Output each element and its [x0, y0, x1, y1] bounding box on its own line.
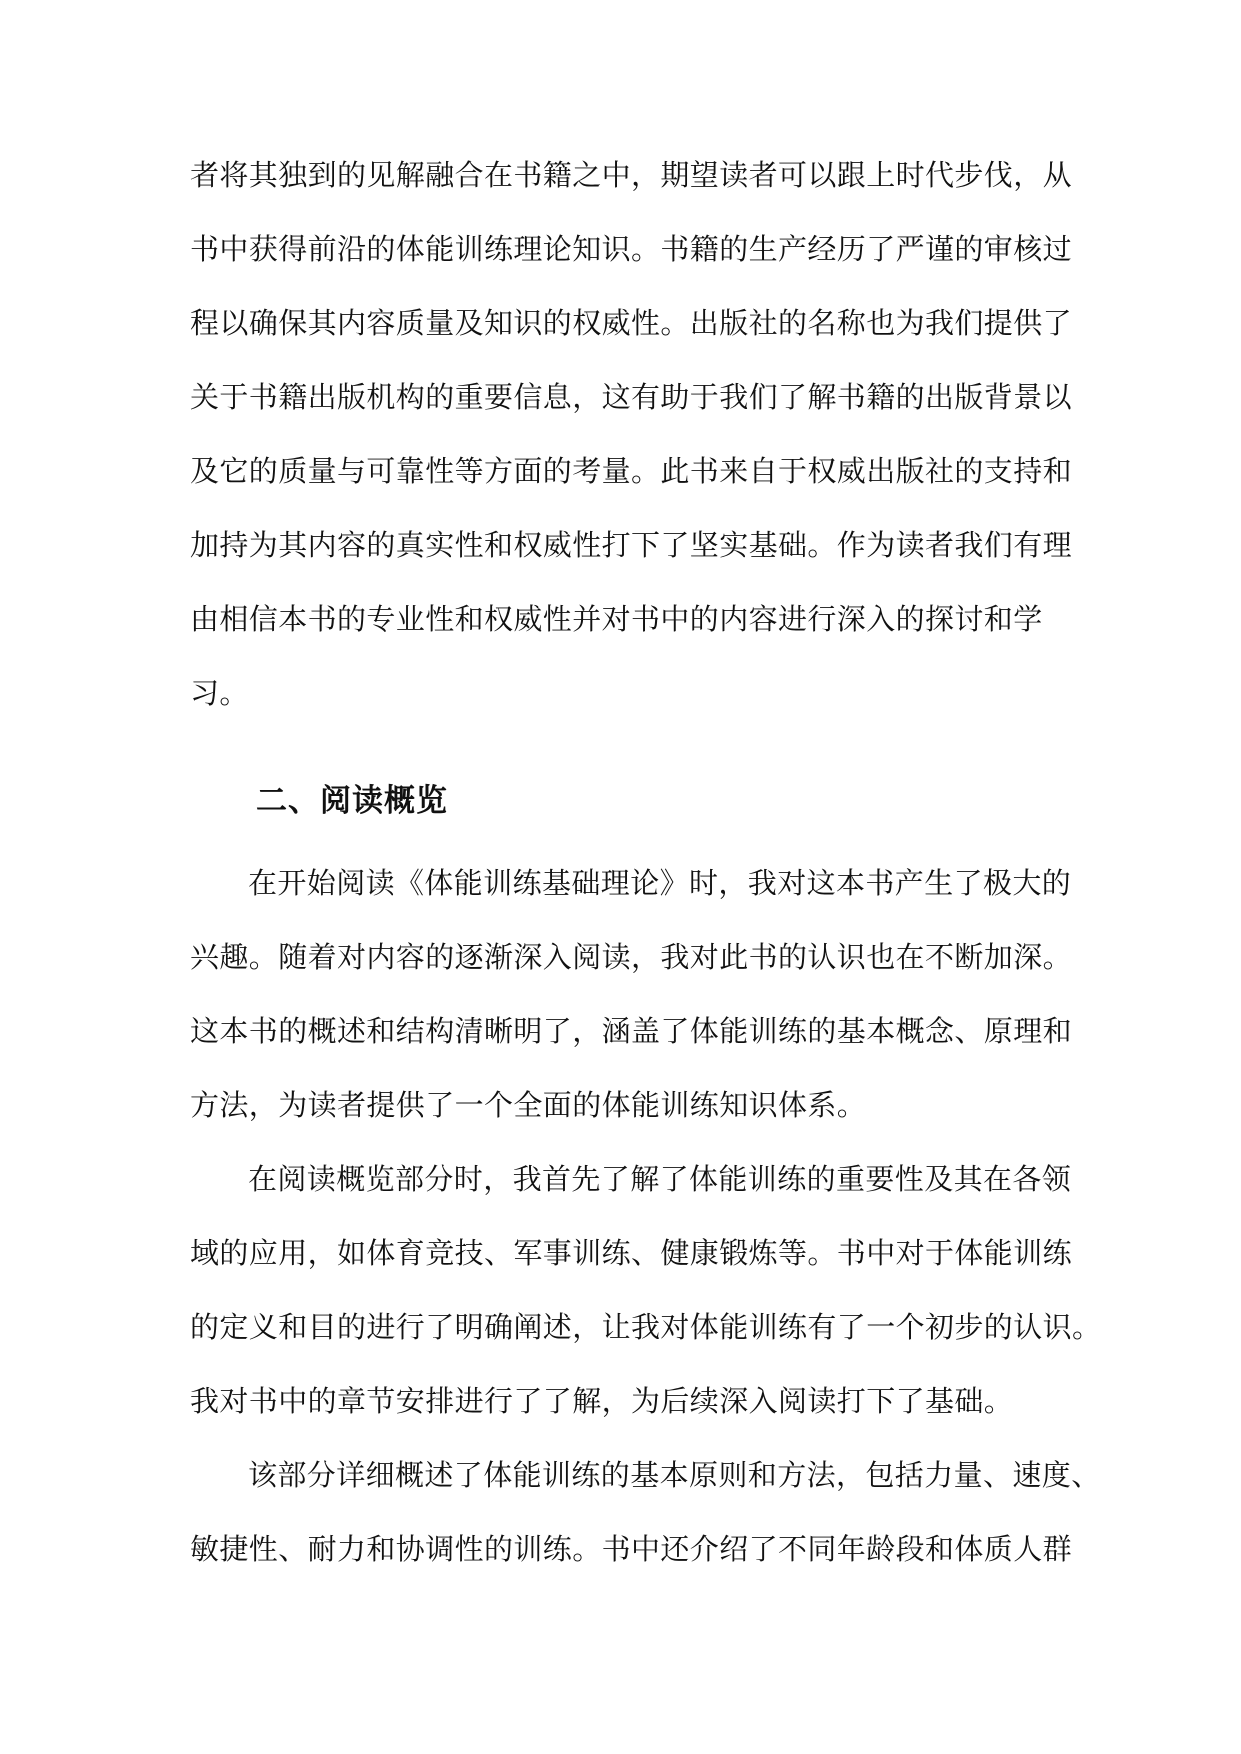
text-line: 者将其独到的见解融合在书籍之中，期望读者可以跟上时代步伐，从	[190, 158, 1073, 192]
text-line: 我对书中的章节安排进行了了解，为后续深入阅读打下了基础。	[190, 1384, 1014, 1418]
text-line: 书中获得前沿的体能训练理论知识。书籍的生产经历了严谨的审核过	[190, 232, 1073, 266]
text-line: 加持为其内容的真实性和权威性打下了坚实基础。作为读者我们有理	[190, 528, 1073, 562]
reading-overview-section	[190, 846, 1102, 1586]
text-line: 在开始阅读《体能训练基础理论》时，我对这本书产生了极大的	[248, 866, 1072, 900]
section-heading: 二、阅读概览	[256, 783, 448, 819]
text-line: 兴趣。随着对内容的逐渐深入阅读，我对此书的认识也在不断加深。	[190, 940, 1073, 974]
text-line: 的定义和目的进行了明确阐述，让我对体能训练有了一个初步的认识。	[190, 1310, 1102, 1344]
text-line: 方法，为读者提供了一个全面的体能训练知识体系。	[190, 1088, 867, 1122]
text-line: 这本书的概述和结构清晰明了，涵盖了体能训练的基本概念、原理和	[190, 1014, 1073, 1048]
text-line: 及它的质量与可靠性等方面的考量。此书来自于权威出版社的支持和	[190, 454, 1073, 488]
paragraph	[190, 846, 1073, 1142]
paragraph	[190, 1438, 1101, 1586]
text-line: 该部分详细概述了体能训练的基本原则和方法，包括力量、速度、	[248, 1458, 1101, 1492]
text-line: 在阅读概览部分时，我首先了解了体能训练的重要性及其在各领	[248, 1162, 1072, 1196]
text-line: 由相信本书的专业性和权威性并对书中的内容进行深入的探讨和学	[190, 602, 1043, 636]
text-line: 习。	[190, 676, 249, 710]
text-line: 域的应用，如体育竞技、军事训练、健康锻炼等。书中对于体能训练	[190, 1236, 1073, 1270]
paragraph-continued	[190, 138, 1073, 730]
text-line: 关于书籍出版机构的重要信息，这有助于我们了解书籍的出版背景以	[190, 380, 1073, 414]
paragraph	[190, 1142, 1102, 1438]
text-line: 敏捷性、耐力和协调性的训练。书中还介绍了不同年龄段和体质人群	[190, 1532, 1073, 1566]
text-line: 程以确保其内容质量及知识的权威性。出版社的名称也为我们提供了	[190, 306, 1073, 340]
